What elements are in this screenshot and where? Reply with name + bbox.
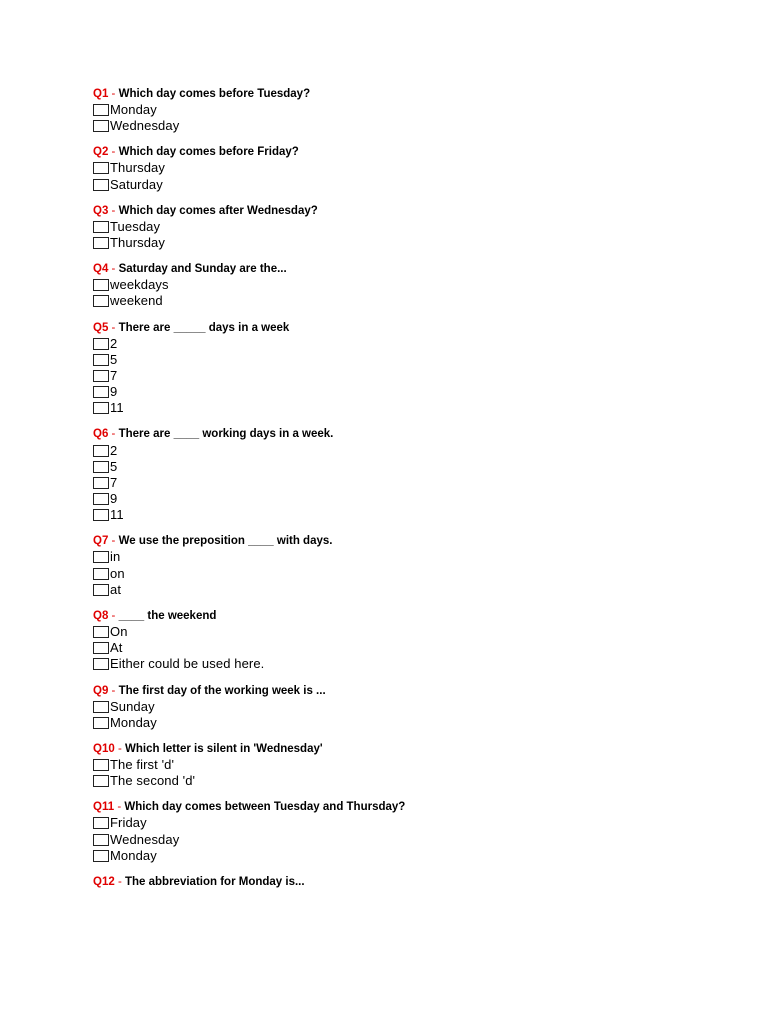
question-text: We use the preposition ____ with days.: [118, 535, 333, 548]
question-heading: [93, 533, 713, 549]
question-text: Which day comes after Wednesday?: [118, 204, 318, 217]
question-text: Which day comes before Tuesday?: [118, 88, 311, 100]
answer-label: 2: [110, 442, 118, 458]
question-number: Q6: [93, 428, 109, 441]
answer-checkbox[interactable]: [93, 642, 109, 654]
answer-checkbox[interactable]: [93, 551, 109, 563]
answer-checkbox[interactable]: [93, 626, 109, 638]
answer-label: 5: [110, 458, 118, 474]
quiz-worksheet: [93, 86, 713, 900]
question-text: There are ____ working days in a week.: [118, 428, 334, 441]
answer-option[interactable]: [93, 699, 713, 715]
question-heading: [93, 874, 713, 890]
answer-checkbox[interactable]: [93, 493, 109, 505]
question-block: [93, 874, 713, 890]
question-heading: [93, 144, 713, 160]
answer-checkbox[interactable]: [93, 402, 109, 414]
question-block: [93, 144, 713, 192]
question-separator: -: [117, 742, 122, 755]
question-block: [93, 683, 713, 731]
answer-checkbox[interactable]: [93, 509, 109, 521]
answer-label: in: [110, 549, 121, 565]
question-separator: -: [111, 684, 116, 697]
answer-option[interactable]: [93, 400, 713, 416]
answer-checkbox[interactable]: [93, 817, 109, 829]
answer-label: Tuesday: [110, 218, 161, 234]
question-text: Which day comes between Tuesday and Thursday?: [124, 801, 406, 814]
question-number: Q11: [93, 801, 115, 814]
answer-label: At: [110, 640, 123, 656]
answer-option[interactable]: [93, 831, 713, 847]
question-separator: -: [117, 875, 122, 888]
answer-checkbox[interactable]: [93, 584, 109, 596]
question-text: ____ the weekend: [118, 609, 217, 622]
question-number: Q10: [93, 742, 115, 755]
question-block: [93, 608, 713, 673]
question-number: Q8: [93, 609, 109, 622]
answer-option[interactable]: [93, 624, 713, 640]
question-number: Q2: [93, 146, 109, 159]
question-text: Which day comes before Friday?: [118, 146, 299, 159]
answer-option[interactable]: [93, 102, 713, 118]
answer-checkbox[interactable]: [93, 568, 109, 580]
answer-label: 2: [110, 335, 118, 351]
answer-label: 9: [110, 491, 118, 507]
answer-option[interactable]: [93, 566, 713, 582]
question-text: There are _____ days in a week: [118, 321, 290, 334]
answer-label: 7: [110, 367, 118, 383]
question-heading: [93, 799, 713, 815]
question-heading: [93, 320, 713, 336]
answer-checkbox[interactable]: [93, 445, 109, 457]
answer-checkbox[interactable]: [93, 221, 109, 233]
question-separator: -: [111, 535, 116, 548]
question-text: The abbreviation for Monday is...: [125, 875, 305, 888]
answer-label: 5: [110, 351, 118, 367]
question-number: Q3: [93, 204, 109, 217]
question-block: [93, 426, 713, 523]
answer-option[interactable]: [93, 442, 713, 458]
question-number: Q5: [93, 321, 109, 334]
answer-label: on: [110, 565, 125, 581]
question-separator: -: [117, 801, 122, 814]
question-heading: [93, 86, 713, 102]
question-number: Q9: [93, 684, 109, 697]
answer-option[interactable]: [93, 368, 713, 384]
answer-option[interactable]: [93, 219, 713, 235]
answer-option[interactable]: [93, 715, 713, 731]
answer-option[interactable]: [93, 118, 713, 134]
question-heading: [93, 426, 713, 442]
answer-label: Wednesday: [110, 118, 180, 134]
answer-option[interactable]: [93, 773, 713, 789]
answer-option[interactable]: [93, 640, 713, 656]
question-number: Q1: [93, 88, 109, 100]
question-separator: -: [111, 263, 116, 276]
answer-label: Saturday: [110, 176, 163, 192]
answer-label: weekend: [110, 293, 163, 309]
question-block: [93, 86, 713, 134]
answer-checkbox[interactable]: [93, 477, 109, 489]
answer-label: Thursday: [110, 160, 165, 176]
answer-checkbox[interactable]: [93, 295, 109, 307]
answer-option[interactable]: [93, 815, 713, 831]
question-block: [93, 741, 713, 789]
answer-checkbox[interactable]: [93, 850, 109, 862]
question-number: Q7: [93, 535, 109, 548]
answer-checkbox[interactable]: [93, 461, 109, 473]
answer-label: Either could be used here.: [110, 656, 265, 672]
question-block: [93, 261, 713, 309]
question-separator: -: [111, 146, 116, 159]
question-text: The first day of the working week is ...: [118, 684, 326, 697]
question-block: [93, 533, 713, 598]
question-separator: -: [111, 88, 116, 100]
answer-option[interactable]: [93, 293, 713, 309]
answer-label: On: [110, 624, 128, 640]
answer-option[interactable]: [93, 549, 713, 565]
answer-option[interactable]: [93, 336, 713, 352]
answer-label: Monday: [110, 102, 157, 118]
answer-label: 7: [110, 474, 118, 490]
answer-option[interactable]: [93, 757, 713, 773]
answer-option[interactable]: [93, 352, 713, 368]
question-separator: -: [111, 428, 116, 441]
answer-label: 11: [110, 400, 124, 416]
question-block: [93, 203, 713, 251]
question-heading: [93, 608, 713, 624]
answer-label: weekdays: [110, 277, 169, 293]
answer-checkbox[interactable]: [93, 370, 109, 382]
answer-checkbox[interactable]: [93, 834, 109, 846]
answer-option[interactable]: [93, 459, 713, 475]
question-separator: -: [111, 609, 116, 622]
answer-label: The first 'd': [110, 756, 175, 772]
question-text: Which letter is silent in 'Wednesday': [125, 742, 323, 755]
question-block: [93, 799, 713, 864]
answer-label: 11: [110, 507, 124, 523]
answer-option[interactable]: [93, 491, 713, 507]
answer-label: at: [110, 581, 122, 597]
answer-option[interactable]: [93, 235, 713, 251]
question-separator: -: [111, 321, 116, 334]
question-heading: [93, 203, 713, 219]
answer-label: Sunday: [110, 698, 155, 714]
answer-option[interactable]: [93, 177, 713, 193]
answer-option[interactable]: [93, 848, 713, 864]
question-number: Q4: [93, 263, 109, 276]
answer-checkbox[interactable]: [93, 759, 109, 771]
answer-checkbox[interactable]: [93, 104, 109, 116]
answer-label: Monday: [110, 714, 157, 730]
question-block: [93, 320, 713, 417]
question-heading: [93, 683, 713, 699]
answer-checkbox[interactable]: [93, 120, 109, 132]
answer-checkbox[interactable]: [93, 279, 109, 291]
answer-checkbox[interactable]: [93, 354, 109, 366]
answer-label: Monday: [110, 847, 157, 863]
answer-option[interactable]: [93, 277, 713, 293]
question-text: Saturday and Sunday are the...: [118, 263, 287, 276]
question-heading: [93, 261, 713, 277]
answer-checkbox[interactable]: [93, 658, 109, 670]
answer-option[interactable]: [93, 160, 713, 176]
answer-checkbox[interactable]: [93, 237, 109, 249]
answer-checkbox[interactable]: [93, 179, 109, 191]
question-heading: [93, 741, 713, 757]
answer-checkbox[interactable]: [93, 775, 109, 787]
answer-option[interactable]: [93, 507, 713, 523]
answer-checkbox[interactable]: [93, 338, 109, 350]
answer-label: Thursday: [110, 235, 165, 251]
answer-label: 9: [110, 384, 118, 400]
answer-label: The second 'd': [110, 773, 196, 789]
answer-option[interactable]: [93, 582, 713, 598]
question-separator: -: [111, 204, 116, 217]
answer-label: Wednesday: [110, 831, 180, 847]
answer-checkbox[interactable]: [93, 386, 109, 398]
question-number: Q12: [93, 875, 115, 888]
answer-option[interactable]: [93, 384, 713, 400]
answer-label: Friday: [110, 815, 147, 831]
answer-checkbox[interactable]: [93, 701, 109, 713]
answer-checkbox[interactable]: [93, 717, 109, 729]
answer-checkbox[interactable]: [93, 162, 109, 174]
answer-option[interactable]: [93, 475, 713, 491]
answer-option[interactable]: [93, 656, 713, 672]
